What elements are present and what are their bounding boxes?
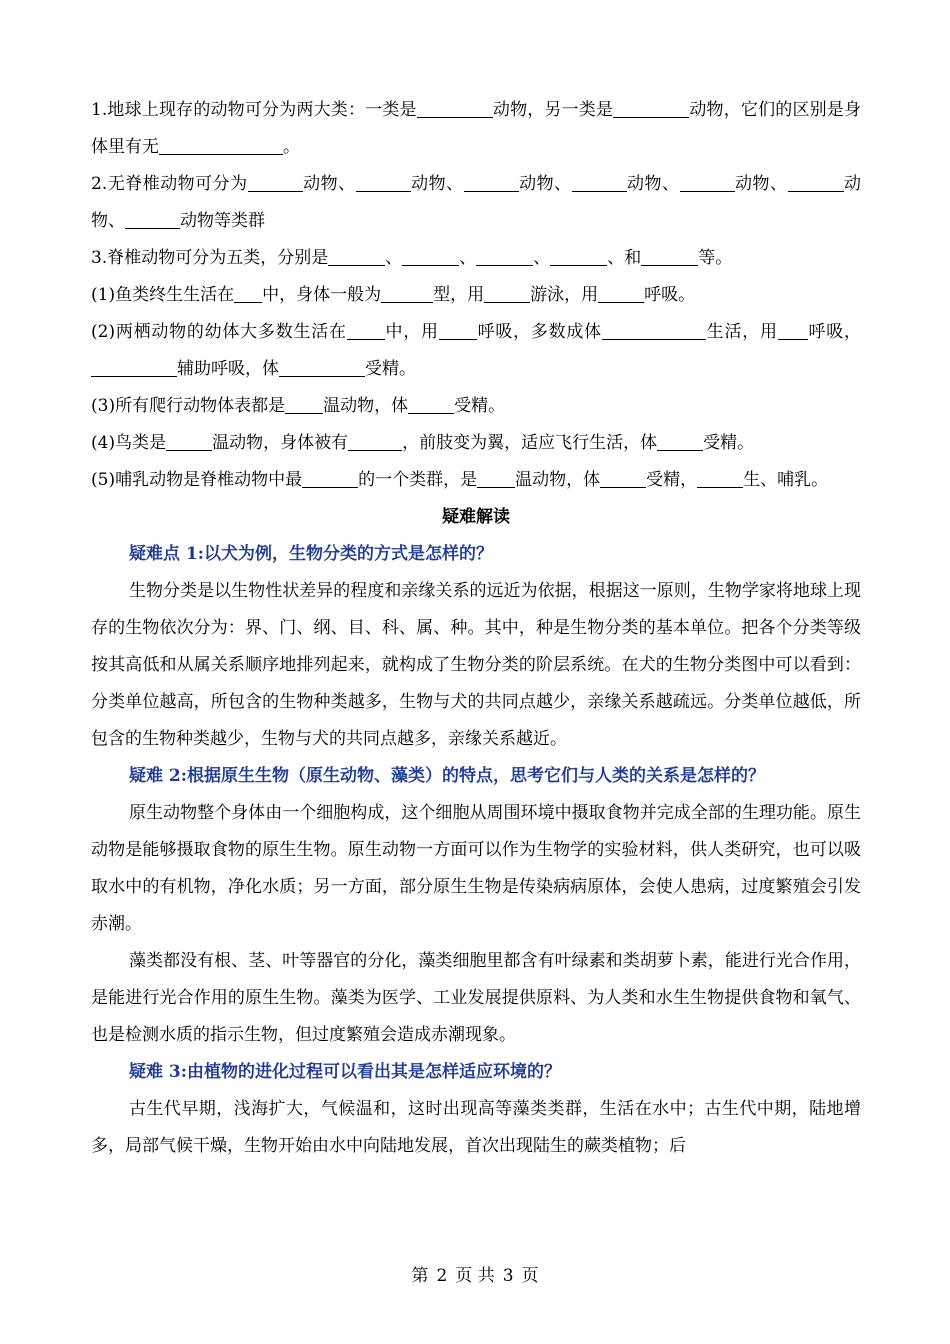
question-3-2: (2)两栖动物的幼体大多数生活在 中，用 呼吸，多数成体 生活，用 呼吸，辅助呼吸，体 受精。 — [91, 322, 862, 379]
answer-blank[interactable] — [602, 321, 706, 340]
answer-blank[interactable] — [476, 247, 533, 266]
answer-blank[interactable] — [348, 432, 402, 451]
answer-blank[interactable] — [680, 173, 735, 192]
question-3-1: (1)鱼类终生生活在 中，身体一般为 型，用 游泳，用 呼吸。 — [91, 285, 696, 305]
answer-blank[interactable] — [408, 395, 454, 414]
answer-blank[interactable] — [347, 321, 385, 340]
answer-blank[interactable] — [302, 469, 358, 488]
question-3-3: (3)所有爬行动物体表都是 温动物，体 受精。 — [91, 396, 506, 416]
difficulty-body-1: 生物分类是以生物性状差异的程度和亲缘关系的远近为依据，根据这一原则，生物学家将地球上现存的生物依次分为：界、门、纲、目、科、属、种。其中，种是生物分类的基本单位。把各个分类等级按其高低和从属关系顺序地排列起来，就构成了生物分类的阶层系统。在犬的生物分类图中可以看到：分类单位越高，所包含的生物种类越多，生物与犬的共同点越少，亲缘关系越疏远。分类单位越低，所包含的生物种类越少，生物与犬的共同点越多，亲缘关系越近。 — [91, 581, 861, 749]
answer-blank[interactable] — [166, 432, 212, 451]
answer-blank[interactable] — [657, 432, 703, 451]
page-content — [91, 92, 861, 1165]
answer-blank[interactable] — [477, 469, 515, 488]
answer-blank[interactable] — [279, 358, 365, 377]
page-footer: 第 2 页 共 3 页 — [411, 1266, 539, 1286]
answer-blank[interactable] — [402, 247, 459, 266]
answer-blank[interactable] — [464, 173, 519, 192]
answer-blank[interactable] — [613, 99, 689, 118]
difficulty-heading-3: 疑难 3:由植物的进化过程可以看出其是怎样适应环境的？ — [129, 1062, 562, 1082]
answer-blank[interactable] — [125, 210, 180, 229]
answer-blank[interactable] — [417, 99, 493, 118]
answer-blank[interactable] — [550, 247, 607, 266]
total-page-number: 3 — [502, 1266, 514, 1286]
answer-blank[interactable] — [91, 358, 177, 377]
question-2: 2.无脊椎动物可分为 动物、 动物、 动物、 动物、 动物、 动物、 动物等类群 — [91, 174, 861, 231]
answer-blank[interactable] — [484, 284, 530, 303]
difficulty-heading-2: 疑难 2:根据原生生物（原生动物、藻类）的特点，思考它们与人类的关系是怎样的？ — [129, 766, 766, 786]
answer-blank[interactable] — [356, 173, 411, 192]
answer-blank[interactable] — [439, 321, 477, 340]
question-3: 3.脊椎动物可分为五类，分别是 、 、 、 、和 等。 — [91, 248, 733, 268]
answer-blank[interactable] — [234, 284, 262, 303]
question-3-5: (5)哺乳动物是脊椎动物中最 的一个类群，是 温动物，体 受精， 生、哺乳。 — [91, 470, 829, 490]
current-page-number: 2 — [436, 1266, 448, 1286]
answer-blank[interactable] — [598, 284, 644, 303]
question-3-4: (4)鸟类是 温动物，身体被有 ，前肢变为翼，适应飞行生活，体 受精。 — [91, 433, 755, 453]
answer-blank[interactable] — [788, 173, 844, 192]
answer-blank[interactable] — [248, 173, 303, 192]
answer-blank[interactable] — [285, 395, 323, 414]
difficulty-body-2b: 藻类都没有根、茎、叶等器官的分化，藻类细胞里都含有叶绿素和类胡萝卜素，能进行光合作用，是能进行光合作用的原生生物。藻类为医学、工业发展提供原料、为人类和水生生物提供食物和氧气、也是检测水质的指示生物，但过度繁殖会造成赤潮现象。 — [91, 951, 861, 1045]
answer-blank[interactable] — [572, 173, 627, 192]
difficulty-body-2a: 原生动物整个身体由一个细胞构成，这个细胞从周围环境中摄取食物并完成全部的生理功能。原生动物是能够摄取食物的原生生物。原生动物一方面可以作为生物学的实验材料，供人类研究，也可以吸取水中的有机物，净化水质；另一方面，部分原生生物是传染病病原体，会使人患病，过度繁殖会引发赤潮。 — [91, 803, 861, 934]
answer-blank[interactable] — [600, 469, 646, 488]
answer-blank[interactable] — [328, 247, 385, 266]
answer-blank[interactable] — [778, 321, 808, 340]
answer-blank[interactable] — [641, 247, 698, 266]
question-1: 1.地球上现存的动物可分为两大类：一类是 动物，另一类是 动物，它们的区别是身体里有无 。 — [91, 100, 862, 157]
answer-blank[interactable] — [381, 284, 433, 303]
difficulty-body-3: 古生代早期，浅海扩大，气候温和，这时出现高等藻类类群，生活在水中；古生代中期，陆地增多，局部气候干燥，生物开始由水中向陆地发展，首次出现陆生的蕨类植物；后 — [91, 1099, 861, 1156]
answer-blank[interactable] — [159, 136, 283, 155]
difficulty-heading-1: 疑难点 1:以犬为例，生物分类的方式是怎样的？ — [129, 544, 494, 564]
section-title: 疑难解读 — [442, 507, 510, 527]
answer-blank[interactable] — [697, 469, 743, 488]
